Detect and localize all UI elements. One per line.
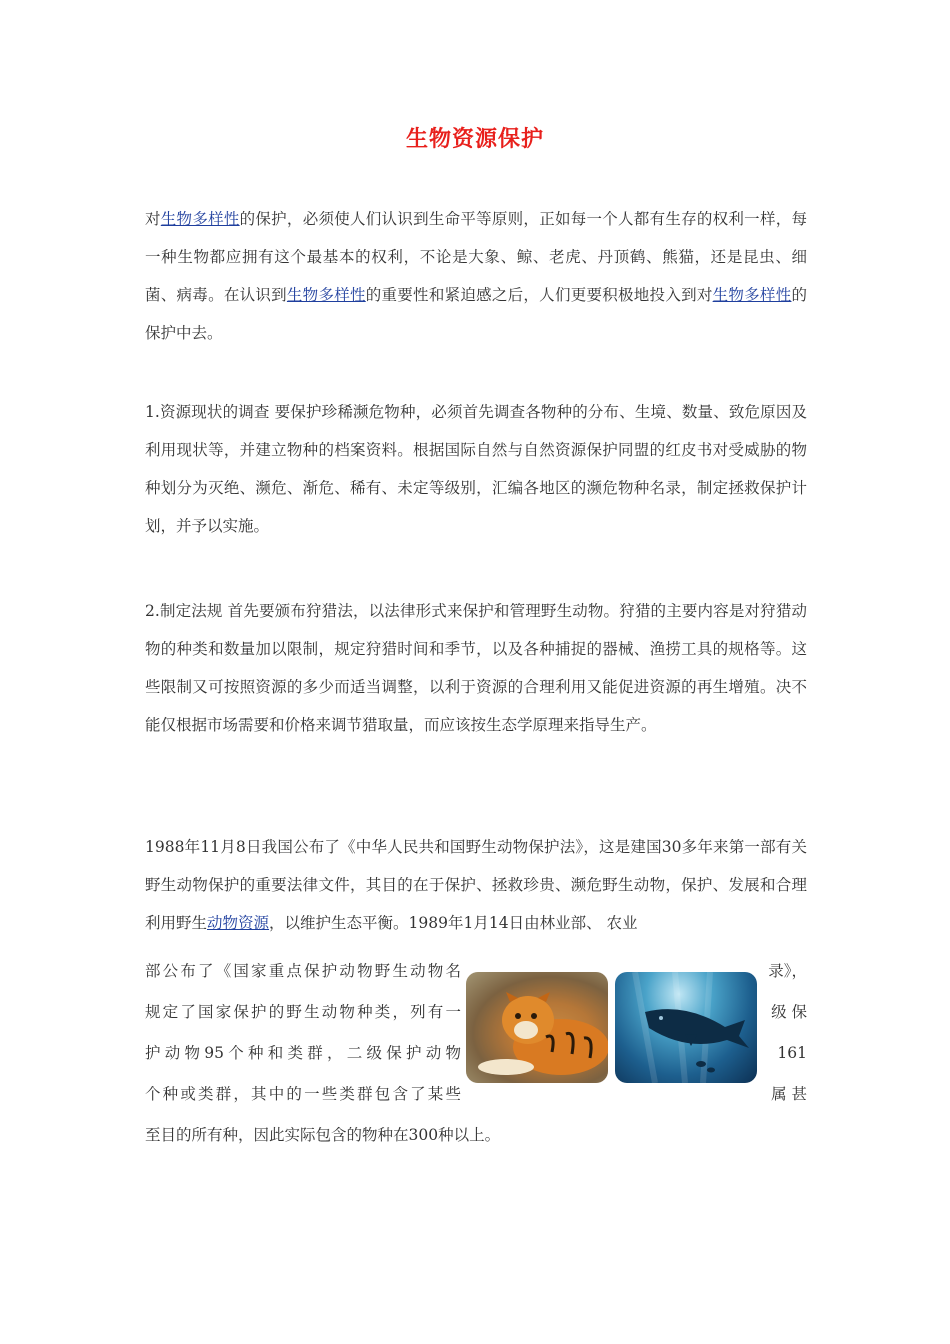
regulation-paragraph: 2.制定法规 首先要颁布狩猎法，以法律形式来保护和管理野生动物。狩猎的主要内容是对狩猎动物的种类和数量加以限制，规定狩猎时间和季节，以及各种捕捉的器械、渔捞工具的规格等。这些限制又可按照资源的多少而适当调整，以利于资源的合理利用又能促进资源的再生增殖。决不能仅根据市场需要和价格来调节猎取量，而应该按生态学原理来指导生产。 xyxy=(145,602,807,734)
intro-text: 对 xyxy=(145,210,161,228)
survey-paragraph: 1.资源现状的调查 要保护珍稀濒危物种，必须首先调查各物种的分布、生境、数量、致危原因及利用现状等，并建立物种的档案资料。根据国际自然与自然资源保护同盟的红皮书对受威胁的物种划分为灭绝、濒危、渐危、稀有、未定等级别，汇编各地区的濒危物种名录，制定拯救保护计划，并予以实施。 xyxy=(145,403,807,535)
biodiversity-link[interactable]: 生物多样性 xyxy=(160,210,240,228)
intro-text: 的保护，必须使人们认识到生命平等原则，正如每一个人都有生存的权利一样，每一种生物都应拥有这个最基本的权利，不论是大象、鲸、老虎、丹顶鹤、熊猫，还是昆虫、细菌、病毒。在认识到 xyxy=(145,210,807,304)
biodiversity-link[interactable]: 生物多样性 xyxy=(286,286,366,304)
wrap-line-left: 护动物95个种和类群，二级保护动物 xyxy=(145,1044,461,1062)
whale-shark-illustration xyxy=(615,972,757,1083)
intro-text: 的保护中去。 xyxy=(145,286,807,342)
tiger-illustration xyxy=(466,972,608,1083)
wrap-line-left: 部公布了《国家重点保护动物野生动物名 xyxy=(145,962,461,980)
law-text: 1988年11月8日我国公布了《中华人民共和国野生动物保护法》，这是建国30多年来第一部有关野生动物保护的重要法律文件，其目的在于保护、拯救珍贵、濒危野生动物，保护、发展和合理利用野生 xyxy=(145,838,807,932)
law-paragraph xyxy=(145,828,807,942)
animal-resources-link[interactable]: 动物资源 xyxy=(207,914,270,932)
page-title: 生物资源保护 xyxy=(405,127,544,152)
biodiversity-link[interactable]: 生物多样性 xyxy=(712,286,792,304)
tiger-image xyxy=(466,972,608,1083)
intro-paragraph xyxy=(145,200,807,352)
wrap-line-right: 录》， xyxy=(768,962,807,980)
wrap-line-right: 属 甚 xyxy=(771,1085,807,1103)
wrap-line-right: 级 保 xyxy=(771,1003,807,1021)
intro-text: 的重要性和紧迫感之后，人们更要积极地投入到对 xyxy=(365,286,713,304)
wrap-line-left: 个种或类群，其中的一些类群包含了某些 xyxy=(145,1085,461,1103)
whale-shark-image xyxy=(615,972,757,1083)
wrap-line-left: 规定了国家保护的野生动物种类，列有一 xyxy=(145,1003,461,1021)
law-text: ，以维护生态平衡。1989年1月14日由林业部、 农业 xyxy=(269,914,638,932)
closing-line: 至目的所有种，因此实际包含的物种在300种以上。 xyxy=(145,1126,501,1144)
wrap-line-right: 161 xyxy=(777,1044,807,1062)
